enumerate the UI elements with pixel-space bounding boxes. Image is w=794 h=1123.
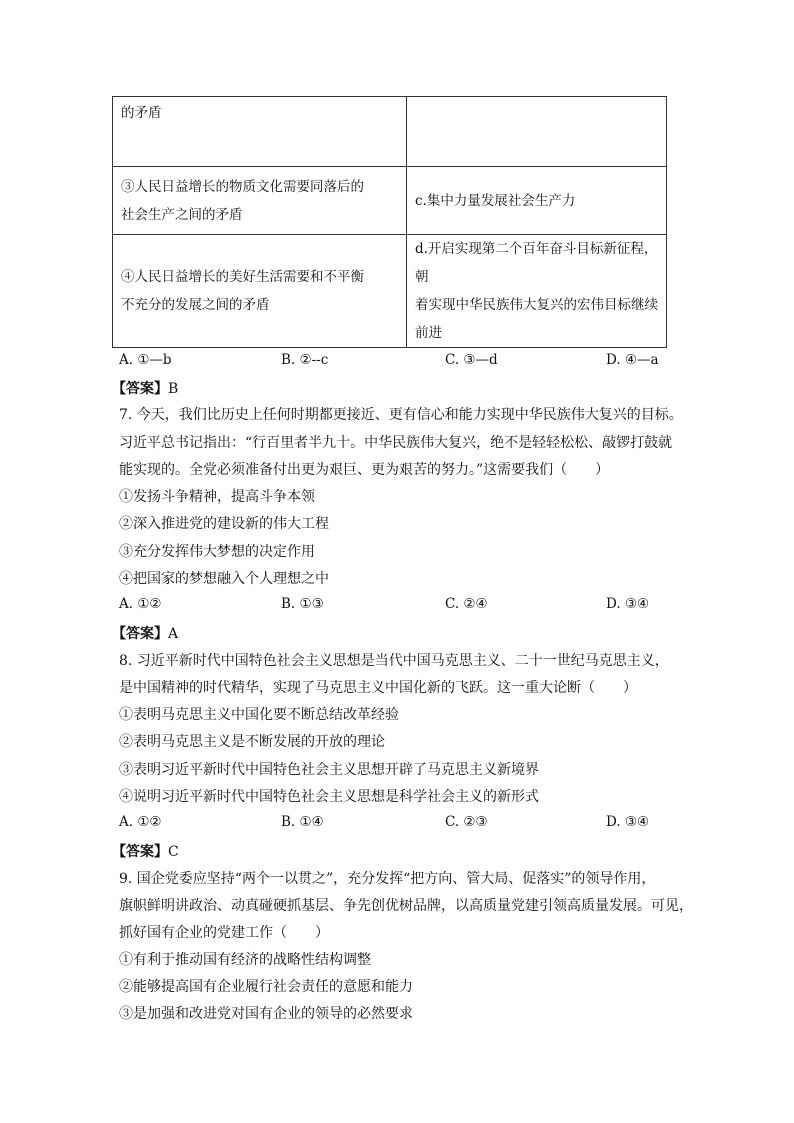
q7-options [119, 596, 679, 616]
cell-line: 着实现中华民族伟大复兴的宏伟目标继续 [415, 297, 658, 313]
q9-stem-line: 旗帜鲜明讲政治、动真碰硬抓基层、争先创优树品牌，以高质量党建引领高质量发展。可见， [119, 898, 693, 914]
matching-table [112, 96, 667, 348]
table-row [113, 97, 667, 167]
option-b[interactable]: B. ②--c [281, 352, 329, 368]
q9-stem-line: 抓好国有企业的党建工作（ ） [119, 925, 329, 941]
cell-line: 前进 [415, 325, 442, 341]
q7-item: ②深入推进党的建设新的伟大工程 [119, 516, 329, 532]
cell-text: 的矛盾 [121, 105, 162, 121]
q8-stem-line: 8. 习近平新时代中国特色社会主义思想是当代中国马克思主义、二十一世纪马克思主义， [119, 653, 669, 669]
q7-stem-line: 7. 今天，我们比历史上任何时期都更接近、更有信心和能力实现中华民族伟大复兴的目标。 [119, 407, 683, 423]
table-cell [407, 235, 667, 348]
q8-item: ③表明习近平新时代中国特色社会主义思想开辟了马克思主义新境界 [119, 762, 539, 778]
q9-item: ②能够提高国有企业履行社会责任的意愿和能力 [119, 979, 413, 995]
answer-label: 【答案】 [112, 844, 168, 860]
cell-line: d.开启实现第二个百年奋斗目标新征程，朝 [415, 241, 658, 285]
q8-options [119, 814, 679, 834]
q9-item: ③是加强和改进党对国有企业的领导的必然要求 [119, 1006, 413, 1022]
q8-answer [112, 841, 179, 861]
answer-value: B [168, 381, 179, 397]
option-d[interactable]: D. ④—a [606, 352, 659, 368]
table-cell [407, 167, 667, 235]
option-a[interactable]: A. ①② [119, 814, 162, 830]
answer-label: 【答案】 [112, 381, 168, 397]
cell-line: ③人民日益增长的物质文化需要同落后的 [121, 178, 364, 195]
cell-line: ④人民日益增长的美好生活需要和不平衡 [121, 269, 364, 285]
option-a[interactable]: A. ①② [119, 596, 162, 612]
q7-item: ①发扬斗争精神，提高斗争本领 [119, 489, 315, 505]
option-d[interactable]: D. ③④ [606, 814, 650, 830]
q9-item: ①有利于推动国有经济的战略性结构调整 [119, 952, 371, 968]
option-d[interactable]: D. ③④ [606, 596, 650, 612]
table-cell [407, 97, 667, 167]
q7-stem-line: 习近平总书记指出：“行百里者半九十。中华民族伟大复兴，绝不是轻轻松松、敲锣打鼓就 [119, 435, 673, 451]
q8-item: ④说明习近平新时代中国特色社会主义思想是科学社会主义的新形式 [119, 789, 539, 805]
option-c[interactable]: C. ②④ [445, 596, 488, 612]
q8-item: ①表明马克思主义中国化要不断总结改革经验 [119, 707, 399, 723]
table-cell [113, 97, 407, 167]
answer-value: A [168, 626, 179, 642]
answer-label: 【答案】 [112, 626, 168, 642]
q7-stem-line: 能实现的。全党必须准备付出更为艰巨、更为艰苦的努力。”这需要我们（ ） [119, 462, 610, 478]
table-cell [113, 235, 407, 348]
table-row [113, 235, 667, 348]
option-b[interactable]: B. ①③ [281, 596, 324, 612]
option-c[interactable]: C. ③—d [445, 352, 498, 368]
table-row [113, 167, 667, 235]
q8-stem-line: 是中国精神的时代精华，实现了马克思主义中国化新的飞跃。这一重大论断（ ） [119, 680, 637, 696]
option-c[interactable]: C. ②③ [445, 814, 488, 830]
q7-item: ④把国家的梦想融入个人理想之中 [119, 571, 329, 587]
q7-item: ③充分发挥伟大梦想的决定作用 [119, 544, 315, 560]
q7-answer [112, 623, 178, 643]
answer-value: C [168, 844, 179, 860]
cell-line: 社会生产之间的矛盾 [121, 206, 243, 223]
q9-stem-line: 9. 国企党委应坚持“两个一以贯之”，充分发挥“把方向、管大局、促落实”的领导作用， [119, 871, 656, 887]
cell-text: c.集中力量发展社会生产力 [415, 192, 576, 209]
q6-answer [112, 378, 178, 398]
q8-item: ②表明马克思主义是不断发展的开放的理论 [119, 734, 385, 750]
option-b[interactable]: B. ①④ [281, 814, 324, 830]
cell-line: 不充分的发展之间的矛盾 [121, 297, 270, 313]
option-a[interactable]: A. ①—b [119, 352, 172, 368]
q6-options [119, 352, 679, 372]
table-cell [113, 167, 407, 235]
